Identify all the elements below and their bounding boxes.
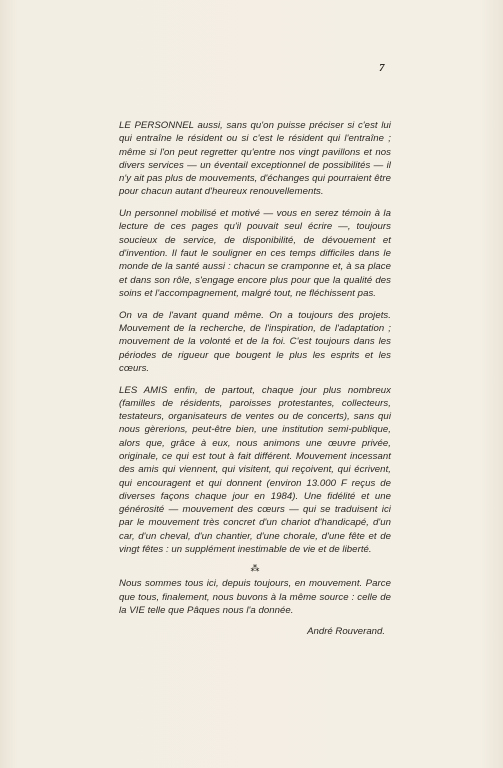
section-separator: ⁂	[250, 563, 260, 574]
paragraph-closing: Nous sommes tous ici, depuis toujours, en mouvement. Parce que tous, finalement, nous buvons à la même source : celle de la VIE telle que Pâques nous l'a donnée.	[119, 578, 391, 616]
paragraph-amis: LES AMIS enfin, de partout, chaque jour plus nombreux (familles de résidents, paroisses protestantes, collecteurs, testateurs, organisateurs de ventes ou de concerts), sans qui nous gèrerions, peut-être bien, une institution semi-publique, alors que, grâce à eux, nous animons une œuvre privée, originale, ce qui est tout à fait différent. Mouvement incessant des amis qui viennent, qui visitent, qui reçoivent, qui écrivent, qui encouragent et qui donnent (environ 13.000 F reçus de diverses façons chaque jour en 1984). Une fidélité et une générosité — mouvement des cœurs — qui se traduisent ici par le mouvement très concret d'un chariot d'handicapé, d'un car, d'un cheval, d'un chantier, d'une chorale, d'une fête et de vingt fêtes : un supplément inestimable de vie et de liberté.	[119, 384, 391, 556]
paragraph-personnel-mobilise: Un personnel mobilisé et motivé — vous en serez témoin à la lecture de ces pages qu'il pouvait seul écrire —, toujours soucieux de service, de disponibilité, de dévouement et d'invention. Il faut le souligner en ces temps difficiles dans le monde de la santé aussi : chacun se cramponne et, à sa place et dans son rôle, s'engage encore plus pour que la qualité des soins et l'accompagnement, malgré tout, ne fléchissent pas.	[119, 208, 391, 299]
paragraph-projets: On va de l'avant quand même. On a toujours des projets. Mouvement de la recherche, de l'inspiration, de l'adaptation ; mouvement de la volonté et de la foi. C'est toujours dans les périodes de rigueur que bougent le plus les esprits et les cœurs.	[119, 309, 391, 374]
signature: André Rouverand.	[307, 626, 385, 638]
article-body	[119, 119, 391, 637]
page-number: 7	[379, 62, 385, 74]
paragraph-personnel: LE PERSONNEL aussi, sans qu'on puisse préciser si c'est lui qui entraîne le résident ou si c'est le résident qui l'entraîne ; même si l'on peut regretter qu'entre nos vingt pavillons et nos divers services — un éventail exceptionnel de possibilités — il n'y ait pas plus de mouvements, d'échanges qui pourraient être pour chacun autant d'heureux renouvellements.	[119, 120, 391, 198]
